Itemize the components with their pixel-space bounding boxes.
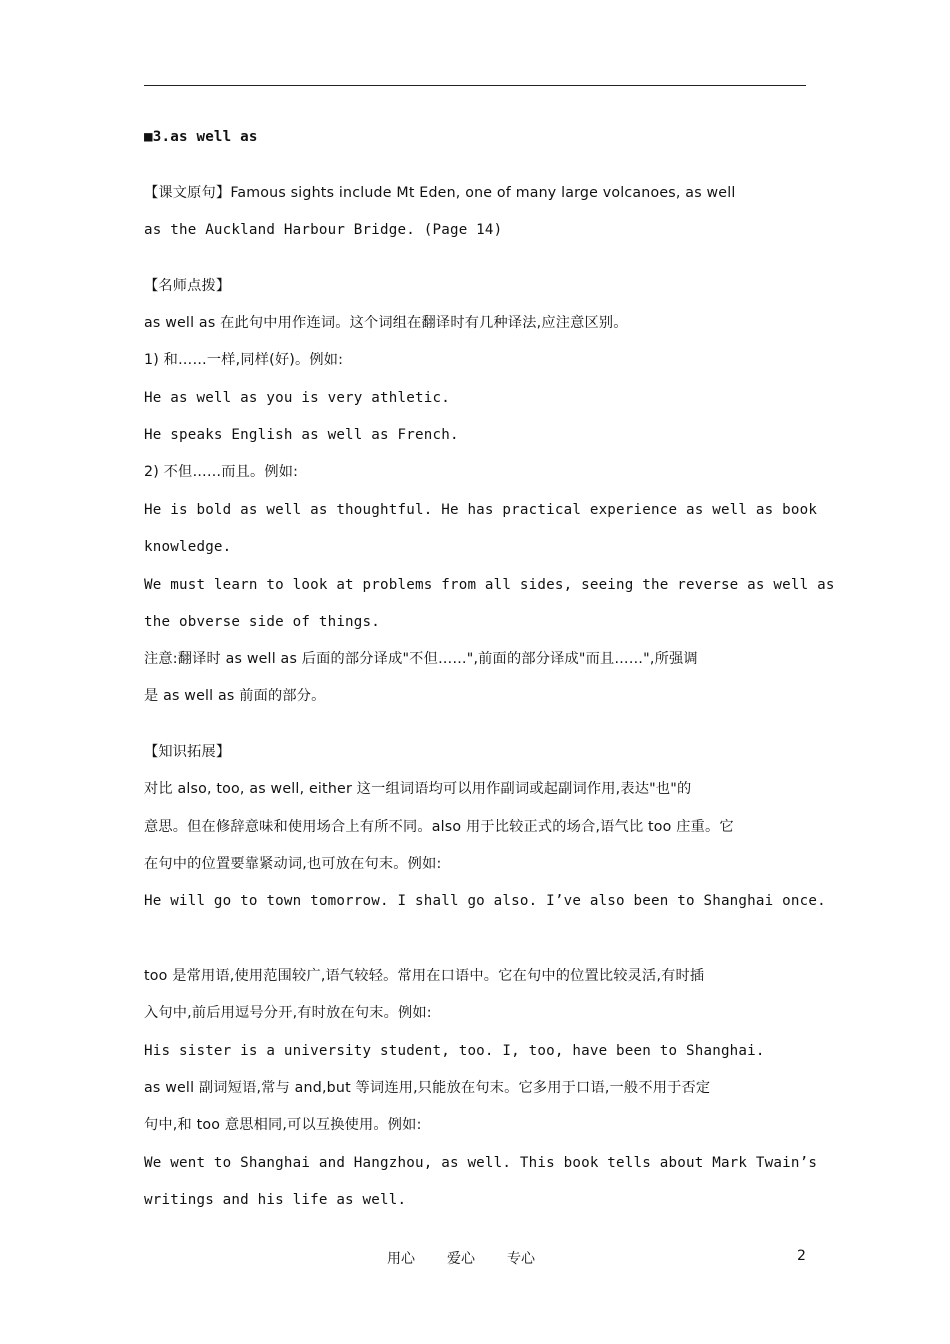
example-line: His sister is a university student, too. I, too, have been to Shanghai.	[144, 1043, 765, 1059]
example-line: He speaks English as well as French.	[144, 427, 459, 443]
text-line: 1) 和……一样,同样(好)。例如:	[144, 352, 344, 368]
example-line: the obverse side of things.	[144, 614, 381, 630]
example-line: He as well as you is very athletic.	[144, 390, 450, 406]
example-line: We must learn to look at problems from all sides, seeing the reverse as well as	[144, 577, 835, 593]
text-line: as well as 在此句中用作连词。这个词组在翻译时有几种译法,应注意区别。	[144, 315, 628, 331]
example-line: He is bold as well as thoughtful. He has practical experience as well as book	[144, 502, 818, 518]
example-line: We went to Shanghai and Hangzhou, as well. This book tells about Mark Twain’s	[144, 1155, 818, 1171]
footer-motto-2: 爱心	[447, 1251, 475, 1267]
footer-motto-1: 用心	[387, 1251, 415, 1267]
subsection-heading: 【名师点拨】	[144, 278, 231, 294]
text-line: 是 as well as 前面的部分。	[144, 688, 326, 704]
text-line: 句中,和 too 意思相同,可以互换使用。例如:	[144, 1117, 422, 1133]
page-number: 2	[797, 1248, 806, 1264]
text-line: 在句中的位置要靠紧动词,也可放在句末。例如:	[144, 856, 442, 872]
text-line: 2) 不但……而且。例如:	[144, 464, 299, 480]
text-line: too 是常用语,使用范围较广,语气较轻。常用在口语中。它在句中的位置比较灵活,有时插	[144, 968, 705, 984]
text-line: 意思。但在修辞意味和使用场合上有所不同。also 用于比较正式的场合,语气比 too 庄重。它	[144, 819, 734, 835]
footer-motto-3: 专心	[507, 1251, 535, 1267]
text-line: as well 副词短语,常与 and,but 等词连用,只能放在句末。它多用于口语,一般不用于否定	[144, 1080, 711, 1096]
text-line: 对比 also, too, as well, either 这一组词语均可以用作副词或起副词作用,表达"也"的	[144, 781, 692, 797]
section-heading: ■3.as well as	[144, 129, 258, 145]
header-rule	[144, 85, 806, 86]
text-line: 【课文原句】Famous sights include Mt Eden, one of many large volcanoes, as well	[144, 185, 736, 201]
subsection-heading: 【知识拓展】	[144, 744, 231, 760]
text-line: 注意:翻译时 as well as 后面的部分译成"不但……",前面的部分译成"而且……",所强调	[144, 651, 698, 667]
example-line: knowledge.	[144, 539, 232, 555]
text-line: 入句中,前后用逗号分开,有时放在句末。例如:	[144, 1005, 432, 1021]
example-line: He will go to town tomorrow. I shall go also. I’ve also been to Shanghai once.	[144, 893, 826, 909]
text-line: as the Auckland Harbour Bridge. (Page 14)	[144, 222, 503, 238]
example-line: writings and his life as well.	[144, 1192, 407, 1208]
